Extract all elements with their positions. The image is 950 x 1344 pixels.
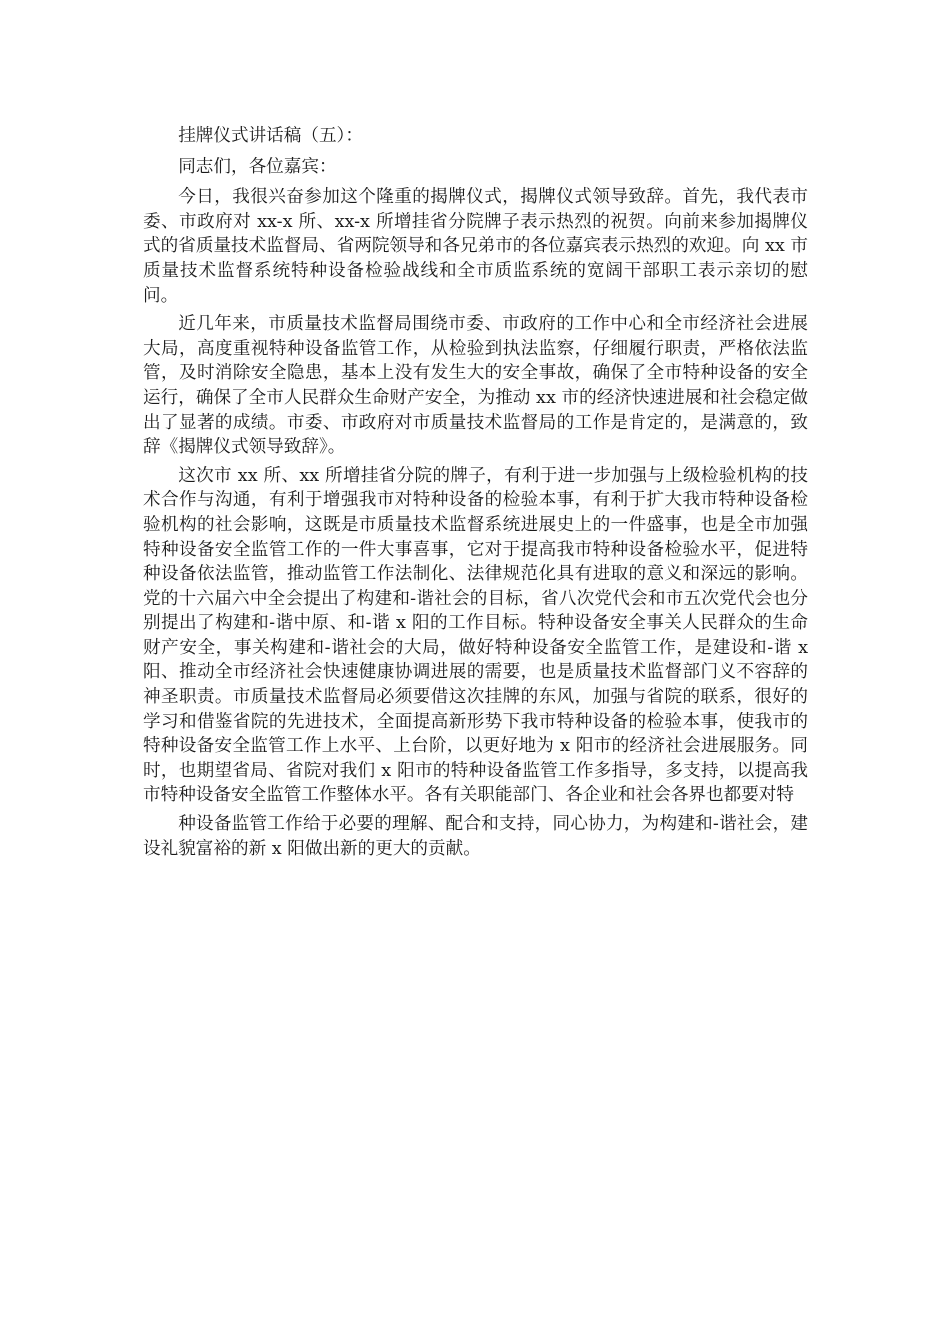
paragraph-2: 近几年来，市质量技术监督局围绕市委、市政府的工作中心和全市经济社会进展大局，高度重视特种设备监管工作，从检验到执法监察，仔细履行职责，严格依法监管，及时消除安全隐患，基本上没有发生大的安全事故，确保了全市特种设备的安全运行，确保了全市人民群众生命财产安全，为推动 xx 市的经济快速进展和社会稳定做出了显著的成绩。市委、市政府对市质量技术监督局的工作是肯定的，是满意的，致辞《揭牌仪式领导致辞》。 [143, 314, 808, 458]
paragraph-1: 今日，我很兴奋参加这个隆重的揭牌仪式，揭牌仪式领导致辞。首先，我代表市委、市政府对 xx-x 所、xx-x 所增挂省分院牌子表示热烈的祝贺。向前来参加揭牌仪式的省质量技术监督局、省两院领导和各兄弟市的各位嘉宾表示热烈的欢迎。向 xx 市质量技术监督系统特种设备检验战线和全市质监系统的宽阔干部职工表示亲切的慰问。 [143, 187, 808, 306]
document-title: 挂牌仪式讲话稿（五）： [178, 126, 363, 146]
document-body [143, 124, 808, 865]
greeting: 同志们，各位嘉宾： [178, 156, 337, 177]
paragraph-4: 种设备监管工作给于必要的理解、配合和支持，同心协力，为构建和-谐社会，建设礼貌富裕的新 x 阳做出新的更大的贡献。 [143, 814, 808, 859]
paragraph-3: 这次市 xx 所、xx 所增挂省分院的牌子，有利于进一步加强与上级检验机构的技术合作与沟通，有利于增强我市对特种设备的检验本事，有利于扩大我市特种设备检验机构的社会影响，这既是市质量技术监督系统进展史上的一件盛事，也是全市加强特种设备安全监管工作的一件大事喜事，它对于提高我市特种设备检验水平，促进特种设备依法监管，推动监管工作法制化、法律规范化具有进取的意义和深远的影响。党的十六届六中全会提出了构建和-谐社会的目标，省八次党代会和市五次党代会也分别提出了构建和-谐中原、和-谐 x 阳的工作目标。特种设备安全事关人民群众的生命财产安全，事关构建和-谐社会的大局，做好特种设备安全监管工作，是建设和-谐 x 阳、推动全市经济社会快速健康协调进展的需要，也是质量技术监督部门义不容辞的神圣职责。市质量技术监督局必须要借这次挂牌的东风，加强与省院的联系，很好的学习和借鉴省院的先进技术，全面提高新形势下我市特种设备的检验本事，使我市的特种设备安全监管工作上水平、上台阶，以更好地为 x 阳市的经济社会进展服务。同时，也期望省局、省院对我们 x 阳市的特种设备监管工作多指导，多支持，以提高我市特种设备安全监管工作整体水平。各有关职能部门、各企业和社会各界也都要对特 [143, 465, 808, 806]
